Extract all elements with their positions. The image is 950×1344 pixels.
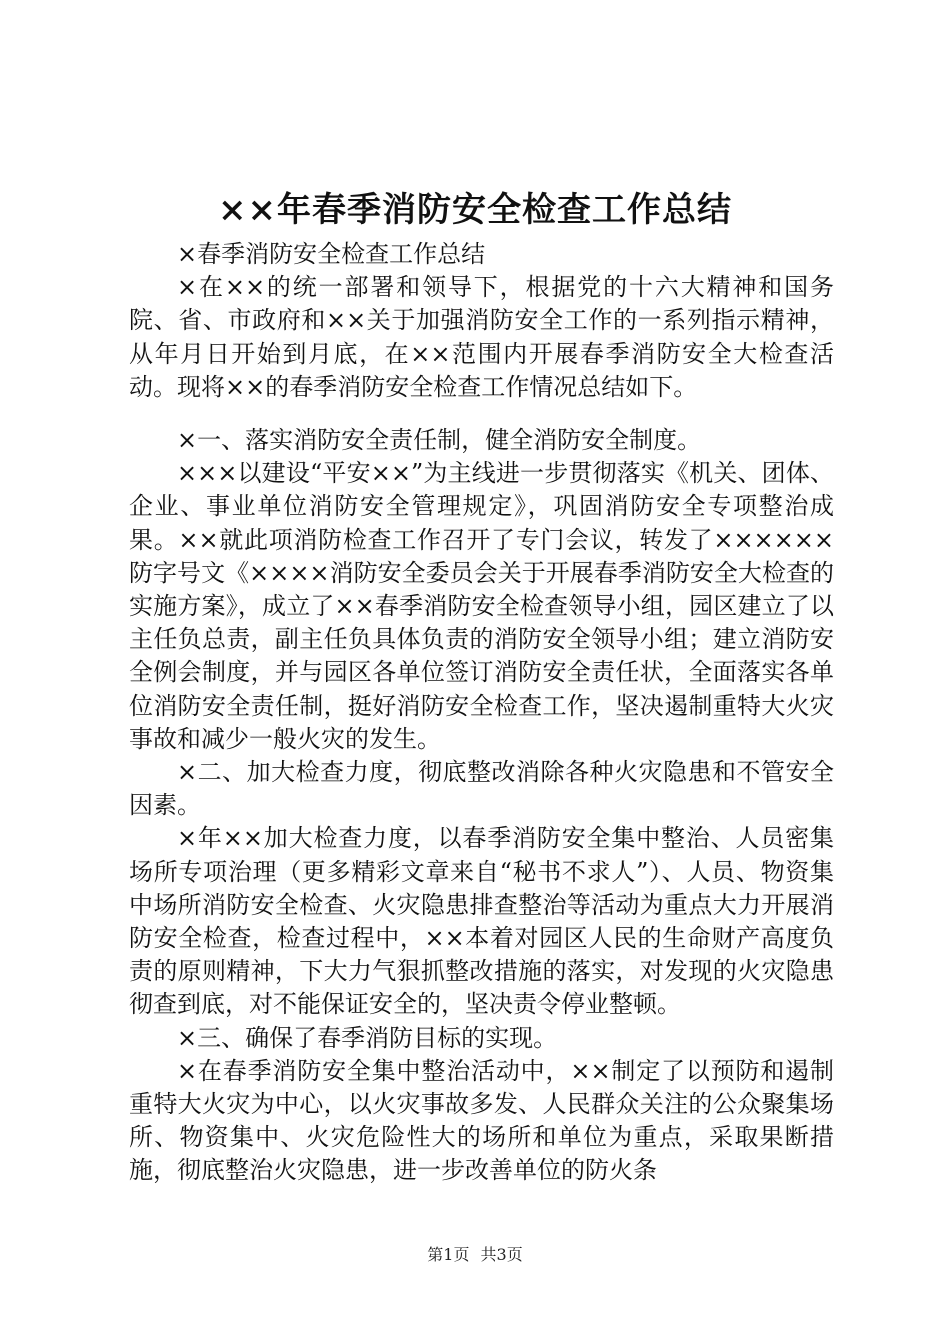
document-title: ××年春季消防安全检查工作总结 [218, 190, 732, 230]
section-heading-1: ×一、落实消防安全责任制，健全消防安全制度。 [177, 426, 702, 455]
page-total: 共3页 [480, 1245, 523, 1264]
document-body [129, 238, 834, 1188]
paragraph-section-1: ×××以建设“平安××”为主线进一步贯彻落实《机关、团体、企业、事业单位消防安全管理规定》，巩固消防安全专项整治成果。××就此项消防检查工作召开了专门会议，转发了××××××防字号文《××××消防安全委员会关于开展春季消防安全大检查的实施方案》，成立了××春季消防安全检查领导小组，园区建立了以主任负总责，副主任负具体负责的消防安全领导小组；建立消防安全例会制度，并与园区各单位签订消防安全责任状，全面落实各单位消防安全责任制，挺好消防安全检查工作，坚决遏制重特大火灾事故和减少一般火灾的发生。 [129, 459, 834, 753]
paragraph-intro: ×在××的统一部署和领导下，根据党的十六大精神和国务院、省、市政府和××关于加强消防安全工作的一系列指示精神，从年月日开始到月底，在××范围内开展春季消防安全大检查活动。现将××的春季消防安全检查工作情况总结如下。 [129, 273, 834, 401]
paragraph-spacer [129, 404, 834, 424]
paragraph-section-3: ×在春季消防安全集中整治活动中，××制定了以预防和遏制重特大火灾为中心，以火灾事故多发、人民群众关注的公众聚集场所、物资集中、火灾危险性大的场所和单位为重点，采取果断措施，彻底整治火灾隐患，进一步改善单位的防火条 [129, 1056, 834, 1185]
section-heading-2: ×二、加大检查力度，彻底整改消除各种火灾隐患和不管安全因素。 [129, 758, 834, 820]
paragraph-subtitle: ×春季消防安全检查工作总结 [177, 240, 486, 268]
paragraph-section-2: ×年××加大检查力度，以春季消防安全集中整治、人员密集场所专项治理（更多精彩文章来自“秘书不求人”）、人员、物资集中场所消防安全检查、火灾隐患排查整治等活动为重点大力开展消防安全检查，检查过程中，××本着对园区人民的生命财产高度负责的原则精神，下大力气狠抓整改措施的落实，对发现的火灾隐患彻查到底，对不能保证安全的，坚决责令停业整顿。 [129, 824, 834, 1019]
page-footer [0, 1244, 950, 1266]
page-number: 第1页 [427, 1245, 470, 1264]
section-heading-3: ×三、确保了春季消防目标的实现。 [177, 1023, 558, 1052]
